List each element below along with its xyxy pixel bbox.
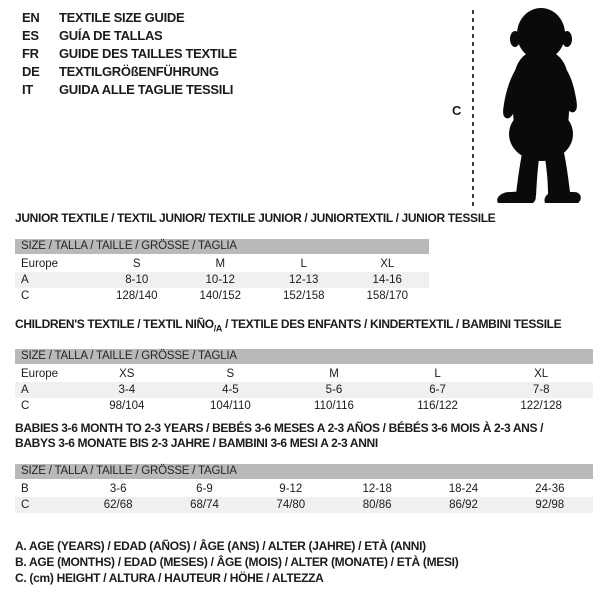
height-cell: 152/158 <box>282 290 325 302</box>
age-cell: 3-4 <box>118 384 136 397</box>
size-cell: M <box>215 258 226 270</box>
height-cell: 110/116 <box>314 400 354 413</box>
childrens-size-table <box>15 349 593 414</box>
language-row-de <box>22 63 237 81</box>
height-cell: 68/74 <box>190 499 219 511</box>
row-label: B <box>21 483 29 495</box>
height-cell: 80/86 <box>362 499 392 511</box>
guide-title-fr: GUIDE DES TAILLES TEXTILE <box>59 46 237 61</box>
height-cell: 104/110 <box>210 400 251 413</box>
title-subscript: /A <box>213 323 223 334</box>
age-cell: 10-12 <box>205 274 235 286</box>
babies-textile-section <box>15 421 593 513</box>
size-cell: XS <box>119 368 135 381</box>
table-row-age <box>15 382 593 398</box>
age-cell: 5-6 <box>325 384 343 397</box>
height-cell: 128/140 <box>115 290 158 302</box>
babies-title-line-2: BABYS 3-6 MONATE BIS 2-3 JAHRE / BAMBINI 3-6 MESI A 2-3 ANNI <box>15 436 378 450</box>
months-cell: 6-9 <box>196 483 213 495</box>
legend-footnotes <box>15 538 458 586</box>
height-cell: 122/128 <box>520 400 562 413</box>
table-row-height <box>15 398 593 414</box>
months-cell: 9-12 <box>279 483 303 495</box>
table-row-height <box>15 497 593 513</box>
months-cell: 12-18 <box>362 483 392 495</box>
childrens-textile-section <box>15 317 593 414</box>
junior-textile-title: JUNIOR TEXTILE / TEXTIL JUNIOR/ TEXTILE JUNIOR / JUNIORTEXTIL / JUNIOR TESSILE <box>15 211 496 225</box>
row-label: Europe <box>21 258 59 270</box>
language-code: EN <box>22 10 40 25</box>
size-table-header: SIZE / TALLA / TAILLE / GRÖSSE / TAGLIA <box>15 349 593 364</box>
guide-title-en: TEXTILE SIZE GUIDE <box>59 10 185 25</box>
language-row-fr <box>22 45 237 63</box>
height-cell: 158/170 <box>366 290 409 302</box>
table-row-height <box>15 288 429 304</box>
height-cell: 92/98 <box>535 499 565 511</box>
guide-title-it: GUIDA ALLE TAGLIE TESSILI <box>59 82 234 97</box>
size-table-header: SIZE / TALLA / TAILLE / GRÖSSE / TAGLIA <box>15 464 593 479</box>
language-code: DE <box>22 64 40 79</box>
row-label: Europe <box>21 368 59 381</box>
months-cell: 24-36 <box>535 483 565 495</box>
age-cell: 4-5 <box>222 384 239 397</box>
height-cell: 98/104 <box>109 400 145 413</box>
table-row-months <box>15 481 593 497</box>
height-measure-dashed-line <box>472 10 474 206</box>
size-table-header: SIZE / TALLA / TAILLE / GRÖSSE / TAGLIA <box>15 239 429 254</box>
size-cell: S <box>226 368 235 381</box>
childrens-textile-title <box>15 317 593 336</box>
height-cell: 62/68 <box>103 499 133 511</box>
height-measure-label: C <box>452 103 462 118</box>
height-cell: 74/80 <box>276 499 306 511</box>
babies-size-table <box>15 464 593 513</box>
age-cell: 7-8 <box>532 384 550 397</box>
size-cell: L <box>434 368 441 381</box>
size-cell: M <box>329 368 339 381</box>
size-cell: XL <box>534 368 549 381</box>
language-code: IT <box>22 82 33 97</box>
footnote-age-months: B. AGE (MONTHS) / EDAD (MESES) / ÂGE (MOIS) / ALTER (MONATE) / ETÀ (MESI) <box>15 555 459 569</box>
title-prefix: CHILDREN'S TEXTILE / TEXTIL NIÑO <box>15 317 214 331</box>
language-row-es <box>22 27 237 45</box>
guide-title-de: TEXTILGRÖßENFÜHRUNG <box>59 64 219 79</box>
babies-title-line-1: BABIES 3-6 MONTH TO 2-3 YEARS / BEBÉS 3-6 MESES A 2-3 AÑOS / BÉBÉS 3-6 MOIS À 2-3 ANS / <box>15 421 544 435</box>
table-row-europe <box>15 366 593 382</box>
footnote-height-cm: C. (cm) HEIGHT / ALTURA / HAUTEUR / HÖHE / ALTEZZA <box>15 571 324 585</box>
age-cell: 14-16 <box>372 274 402 286</box>
language-title-list <box>22 9 237 99</box>
title-suffix: / TEXTILE DES ENFANTS / KINDERTEXTIL / BAMBINI TESSILE <box>222 317 562 331</box>
row-label: C <box>21 400 30 413</box>
months-cell: 18-24 <box>448 483 479 495</box>
guide-title-es: GUÍA DE TALLAS <box>59 28 163 43</box>
size-cell: XL <box>380 258 395 270</box>
footnote-age-years: A. AGE (YEARS) / EDAD (AÑOS) / ÂGE (ANS) / ALTER (JAHRE) / ETÀ (ANNI) <box>15 539 426 553</box>
junior-textile-section <box>15 211 496 304</box>
language-row-en <box>22 9 237 27</box>
row-label: A <box>21 384 29 397</box>
age-cell: 8-10 <box>125 274 149 286</box>
language-code: ES <box>22 28 39 43</box>
row-label: C <box>21 290 30 302</box>
junior-size-table <box>15 239 429 304</box>
language-code: FR <box>22 46 39 61</box>
row-label: A <box>21 274 29 286</box>
months-cell: 3-6 <box>109 483 127 495</box>
age-cell: 6-7 <box>429 384 446 397</box>
language-row-it <box>22 81 237 99</box>
baby-silhouette-icon <box>483 6 600 206</box>
height-cell: 140/152 <box>199 290 242 302</box>
height-cell: 116/122 <box>417 400 458 413</box>
height-cell: 86/92 <box>449 499 478 511</box>
size-cell: L <box>300 258 307 270</box>
row-label: C <box>21 499 30 511</box>
age-cell: 12-13 <box>289 274 319 286</box>
size-cell: S <box>132 258 141 270</box>
table-row-europe <box>15 256 429 272</box>
table-row-age <box>15 272 429 288</box>
